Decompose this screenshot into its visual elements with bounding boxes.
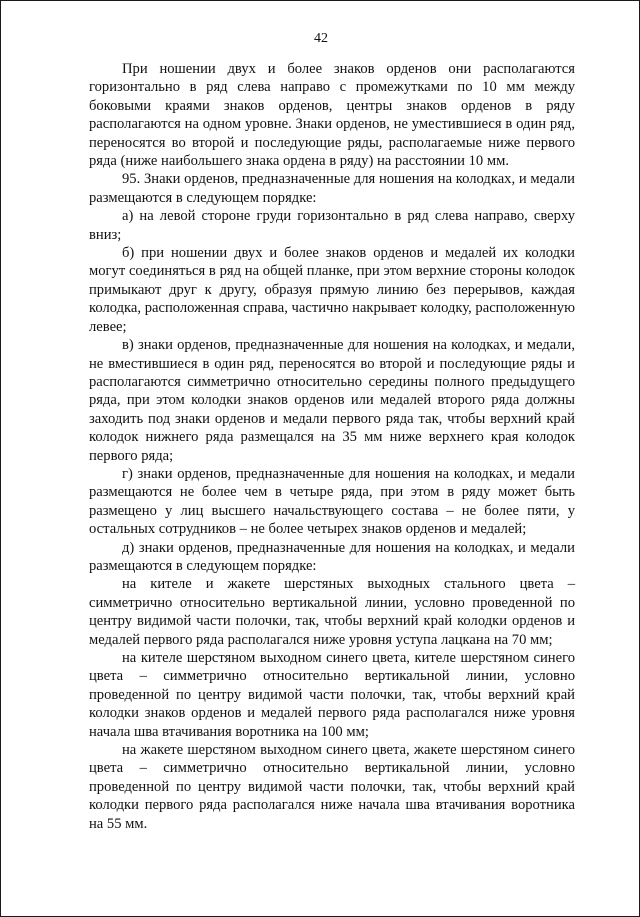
paragraph-item-d: д) знаки орденов, предназначенные для ношения на колодках, и медали размещаются в следующем порядке:: [89, 539, 575, 574]
document-body: [89, 60, 575, 833]
paragraph-blue-tunic: на кителе шерстяном выходном синего цвета, кителе шерстяном синего цвета – симметрично относительно вертикальной линии, условно проведенной по центру видимой части полочки, так, чтобы верхний край колодки знаков орденов и медалей первого ряда располагался ниже уровня начала шва втачивания воротника на 100 мм;: [89, 650, 575, 740]
paragraph-insignia-arrangement: При ношении двух и более знаков орденов они располагаются горизонтально в ряд слева направо с промежутками по 10 мм между боковыми краями знаков орденов, центры знаков орденов в ряду располагаются на одном уровне. Знаки орденов, не уместившиеся в один ряд, переносятся во второй и последующие ряды, располагаемые ниже первого ряда (ниже наибольшего знака ордена в ряду) на расстоянии 10 мм.: [89, 61, 575, 170]
paragraph-steel-jacket: на кителе и жакете шерстяных выходных стального цвета – симметрично относительно вертикальной линии, условно проведенной по центру видимой части полочки, так, чтобы верхний край колодки орденов и медалей первого ряда располагался ниже уровня уступа лацкана на 70 мм;: [89, 576, 575, 648]
paragraph-item-a: а) на левой стороне груди горизонтально в ряд слева направо, сверху вниз;: [89, 208, 575, 243]
paragraph-item-95: 95. Знаки орденов, предназначенные для ношения на колодках, и медали размещаются в следующем порядке:: [89, 171, 575, 206]
paragraph-item-b: б) при ношении двух и более знаков орденов и медалей их колодки могут соединяться в ряд на общей планке, при этом верхние стороны колодок примыкают друг к другу, образуя прямую линию без перерывов, каждая колодка, расположенная справа, частично накрывает колодку, расположенную левее;: [89, 245, 575, 335]
paragraph-item-g: г) знаки орденов, предназначенные для ношения на колодках, и медали размещаются не более чем в четыре ряда, при этом в ряду может быть размещено у лиц высшего начальствующего состава – не более пяти, у остальных сотрудников – не более четырех знаков орденов и медалей;: [89, 465, 575, 538]
paragraph-blue-jacket: на жакете шерстяном выходном синего цвета, жакете шерстяном синего цвета – симметрично относительно вертикальной линии, условно проведенной по центру видимой части полочки, так, чтобы верхний край колодки первого ряда располагался ниже начала шва втачивания воротника на 55 мм.: [89, 742, 575, 832]
paragraph-item-v: в) знаки орденов, предназначенные для ношения на колодках, и медали, не вместившиеся в один ряд, переносятся во второй и последующие ряды и располагаются симметрично относительно середины полного предыдущего ряда, при этом колодки знаков орденов или медалей второго ряда должны заходить под знаки орденов и медали первого ряда так, чтобы верхний край колодок нижнего ряда размещался на 35 мм ниже верхнего края колодок первого ряда;: [89, 337, 575, 464]
page-number: 42: [314, 31, 328, 46]
